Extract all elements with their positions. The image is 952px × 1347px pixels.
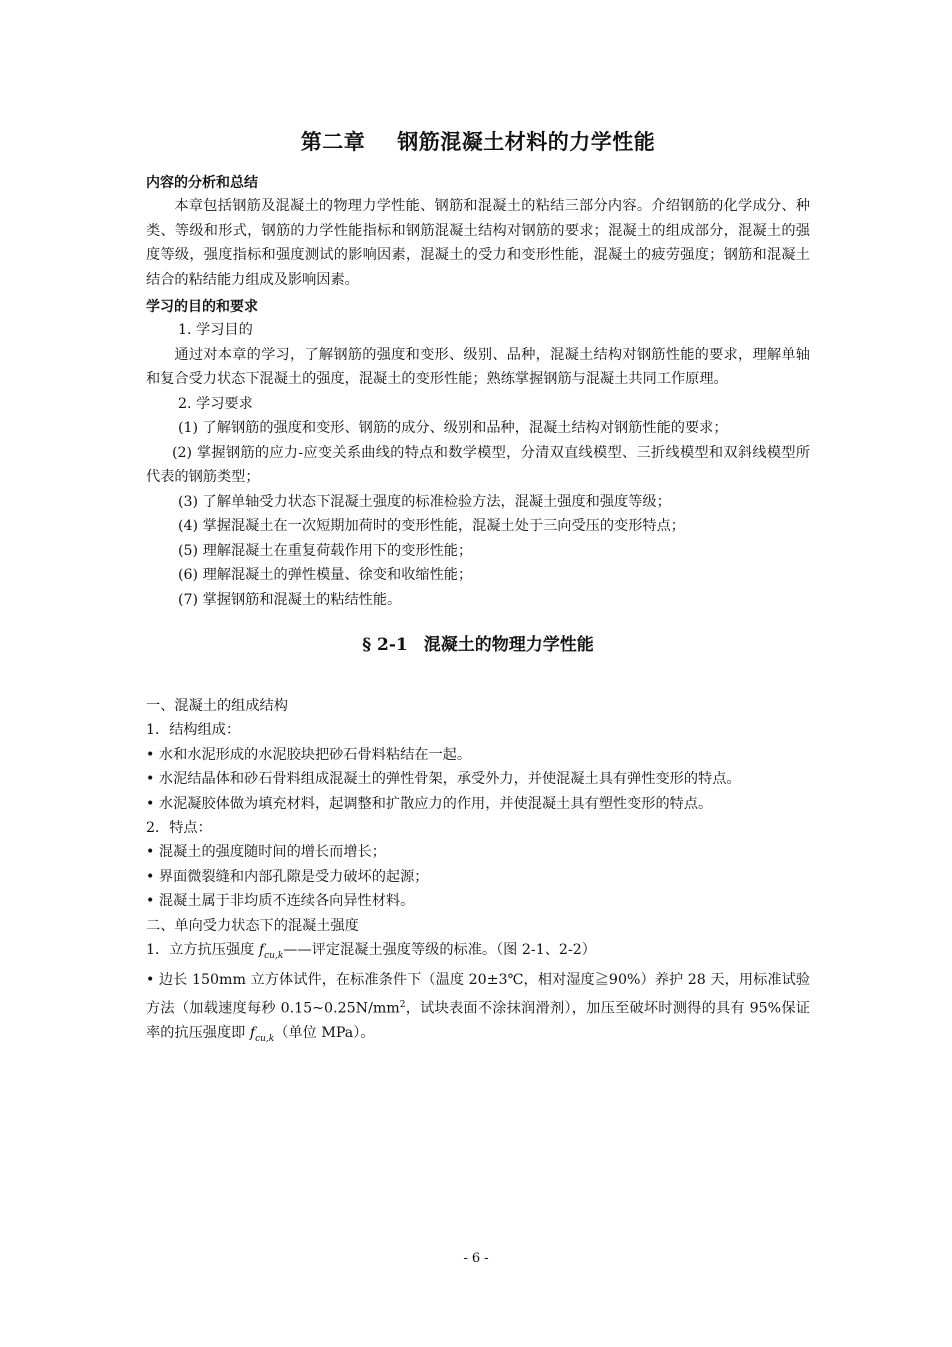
requirement-item: (1) 了解钢筋的强度和变形、钢筋的成分、级别和品种，混凝土结构对钢筋性能的要求； xyxy=(178,420,728,436)
feature-item: • 混凝土属于非均质不连续各向异性材料。 xyxy=(146,893,415,910)
summary-heading: 内容的分析和总结 xyxy=(146,175,258,191)
goals-heading: 学习的目的和要求 xyxy=(146,299,258,315)
section-name: 混凝土的物理力学性能 xyxy=(423,635,594,655)
purpose-label: 1. 学习目的 xyxy=(178,322,253,338)
requirement-item: (7) 掌握钢筋和混凝土的粘结性能。 xyxy=(178,591,402,608)
requirement-item: (4) 掌握混凝土在一次短期加荷时的变形性能，混凝土处于三向受压的变形特点； xyxy=(178,518,685,534)
structure-item: • 水泥结晶体和砂石骨料组成混凝土的弹性骨架，承受外力，并使混凝土具有弹性变形的特点。 xyxy=(146,771,741,788)
cube-strength-line: 1．立方抗压强度 $f_{cu,k}——$评定混凝土强度等级的标准。（图 2-1、2-2） xyxy=(146,942,596,961)
part2-heading: 二、单向受力状态下的混凝土强度 xyxy=(146,917,359,934)
purpose-paragraph: 通过对本章的学习，了解钢筋的强度和变形、级别、品种，混凝土结构对钢筋性能的要求，理解单轴和复合受力状态下混凝土的强度，混凝土的变形性能；熟练掌握钢筋与混凝土共同工作原理。 xyxy=(146,346,810,387)
chapter-name: 钢筋混凝土材料的力学性能 xyxy=(397,129,656,154)
page-number: - 6 - xyxy=(463,1251,489,1266)
section-title xyxy=(146,632,810,658)
features-label: 2．特点： xyxy=(146,820,212,837)
test-method-paragraph: • 边长 150mm 立方体试件，在标准条件下（温度 20±3℃，相对湿度≧90%）养护 28 天，用标准试验方法（加载速度每秒 $0.15\sim 0.25N/mm^2$，试块表面不涂抹润滑剂），加压至破坏时测得的具有 95%保证率的抗压强度即 $f_{cu,k}$（单位 MPa）。 xyxy=(146,972,810,1044)
summary-paragraph: 本章包括钢筋及混凝土的物理力学性能、钢筋和混凝土的粘结三部分内容。介绍钢筋的化学成分、种类、等级和形式，钢筋的力学性能指标和钢筋混凝土结构对钢筋的要求；混凝土的组成部分，混凝土的强度等级，强度指标和强度测试的影响因素，混凝土的受力和变形性能，混凝土的疲劳强度；钢筋和混凝土结合的粘结能力组成及影响因素。 xyxy=(146,198,810,288)
structure-item: • 水泥凝胶体做为填充材料，起调整和扩散应力的作用，并使混凝土具有塑性变形的特点。 xyxy=(146,795,713,812)
structure-label: 1．结构组成： xyxy=(146,722,241,739)
chapter-number: 第二章 xyxy=(300,129,366,154)
page-content xyxy=(146,126,810,1051)
requirement-item: (5) 理解混凝土在重复荷载作用下的变形性能； xyxy=(178,542,473,559)
requirement-item: (3) 了解单轴受力状态下混凝土强度的标准检验方法，混凝土强度和强度等级； xyxy=(178,493,671,510)
feature-item: • 混凝土的强度随时间的增长而增长； xyxy=(146,844,386,861)
structure-item: • 水和水泥形成的水泥胶块把砂石骨料粘结在一起。 xyxy=(146,746,472,763)
requirements-label: 2. 学习要求 xyxy=(178,395,253,412)
requirement-item: (2) 掌握钢筋的应力-应变关系曲线的特点和数学模型，分清双直线模型、三折线模型和双斜线模型所代表的钢筋类型； xyxy=(146,444,810,485)
cube-symbol: $f_{cu,k}$ xyxy=(258,942,284,961)
part1-heading: 一、混凝土的组成结构 xyxy=(146,698,288,714)
section-number: § 2-1 xyxy=(362,635,408,655)
test-symbol: $f_{cu,k}$ xyxy=(249,1024,275,1044)
feature-item: • 界面微裂缝和内部孔隙是受力破坏的起源； xyxy=(146,868,429,885)
chapter-title xyxy=(146,126,810,158)
requirement-item: (6) 理解混凝土的弹性模量、徐变和收缩性能； xyxy=(178,567,473,583)
